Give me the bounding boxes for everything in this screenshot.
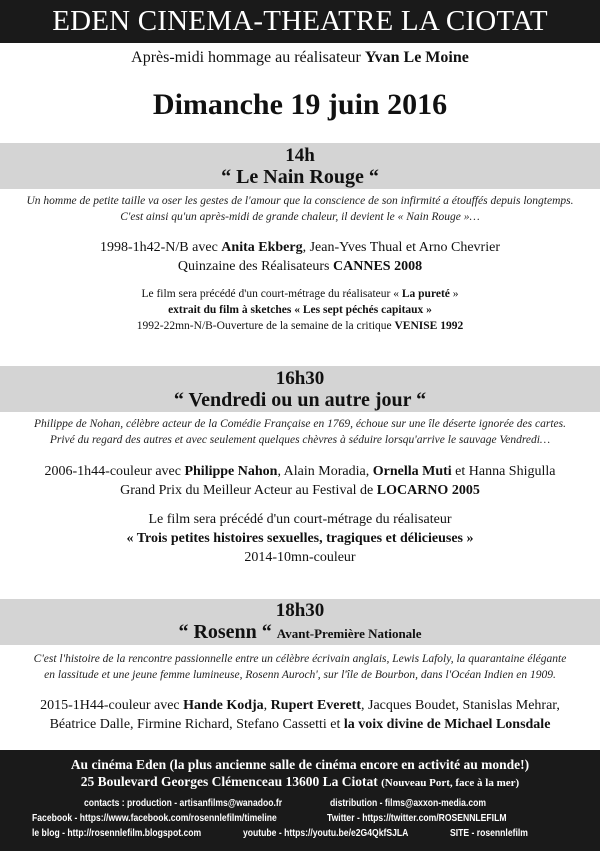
film-credits-2: 2006-1h44-couleur avec Philippe Nahon, Alain Moradia, Ornella Muti et Hanna Shigulla Grand Prix du Meilleur Acteur au Festival de LOCARNO 2005 (44, 464, 556, 498)
director-name: Yvan Le Moine (364, 49, 469, 66)
short-film-2: Le film sera précédé d'un court-métrage du réalisateur « Trois petites histoires sexuelles, tragiques et délicieuses » 2014-10mn-couleur (126, 512, 474, 565)
film-synopsis-3: C'est l'histoire de la rencontre passionnelle entre un célèbre écrivain anglais, Lewis Lafoly, la quarantaine élégante en lassitude et une jeune femme lumineuse, Rosenn Auroch', sur l'île de Bourbon, dans l'Océan Indien en 1909. (33, 653, 567, 681)
film-synopsis-2: Philippe de Nohan, célèbre acteur de la Comédie Française en 1769, échoue sur une île déserte ignorée des cartes. Privé du regard des autres et avec seulement quelques chèvres à séduire lorsqu'arrive le sauvage Vendredi… (34, 418, 566, 446)
premiere-label: Avant-Première Nationale (276, 626, 422, 641)
footer (0, 750, 600, 851)
film-title-1: “ Le Nain Rouge “ (221, 166, 379, 188)
intro-line: Après-midi hommage au réalisateur Yvan Le Moine (131, 49, 469, 66)
youtube-link[interactable]: youtube - https://youtu.be/e2G4QkfSJLA (243, 828, 409, 839)
film-title-3: “ Rosenn “ Avant-Première Nationale (178, 621, 422, 643)
short-film-1: Le film sera précédé d'un court-métrage du réalisateur « La pureté » extrait du film à sketches « Les sept péchés capitaux » 1992-22mn-N/B-Ouverture de la semaine de la critique VENISE 1992 (136, 288, 464, 332)
screening-time-2: 16h30 (275, 368, 325, 389)
film-credits-3: 2015-1H44-couleur avec Hande Kodja, Rupert Everett, Jacques Boudet, Stanislas Mehrar, Béatrice Dalle, Firmine Richard, Stefano Cassetti et la voix divine de Michael Lonsdale (40, 698, 560, 732)
site-link[interactable]: SITE - rosennlefilm (450, 828, 528, 839)
contact-production: contacts : production - artisanfilms@wanadoo.fr (84, 798, 283, 809)
blog-link[interactable]: le blog - http://rosennlefilm.blogspot.com (32, 828, 202, 839)
twitter-link[interactable]: Twitter - https://twitter.com/ROSENNLEFILM (327, 813, 507, 824)
screening-time-1: 14h (285, 145, 315, 166)
film-synopsis-1: Un homme de petite taille va oser les gestes de l'amour que la conscience de son infirmité a étouffés depuis longtemps. C'est ainsi qu'un après-midi de grande chaleur, il devient le « Nain Rouge »… (26, 195, 574, 223)
film-credits-1: 1998-1h42-N/B avec Anita Ekberg, Jean-Yves Thual et Arno Chevrier Quinzaine des Réalisateurs CANNES 2008 (99, 240, 500, 274)
header-title: EDEN CINEMA-THEATRE LA CIOTAT (0, 0, 600, 43)
venue-info: Au cinéma Eden (la plus ancienne salle de cinéma encore en activité au monde!) 25 Boulevard Georges Clémenceau 13600 La Ciotat (Nouveau Port, face à la mer) (70, 757, 530, 789)
film-title-2: “ Vendredi ou un autre jour “ (173, 389, 427, 411)
screening-time-3: 18h30 (275, 600, 325, 621)
event-date: Dimanche 19 juin 2016 (152, 88, 448, 121)
contact-distribution: distribution - films@axxon-media.com (330, 798, 487, 809)
facebook-link[interactable]: Facebook - https://www.facebook.com/rosennlefilm/timeline (32, 813, 277, 824)
